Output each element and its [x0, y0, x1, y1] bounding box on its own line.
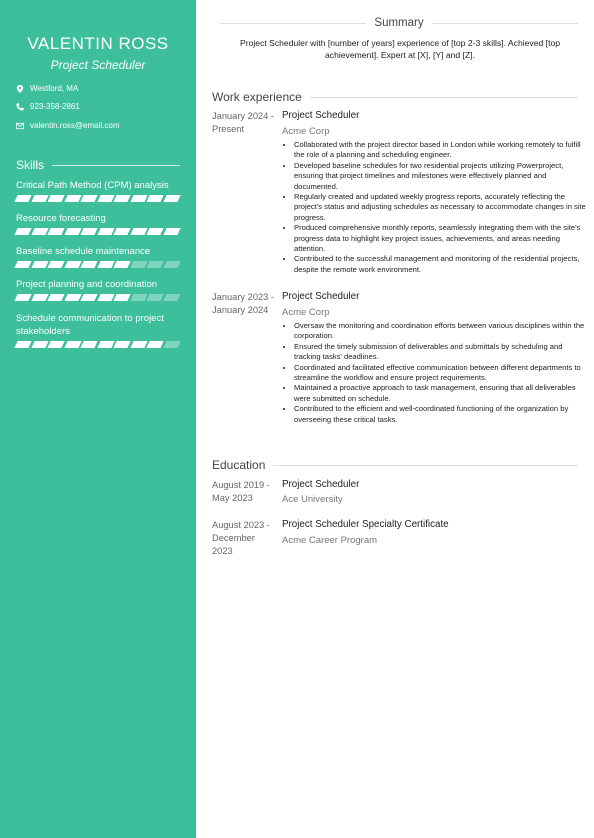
- skill-name: Project planning and coordination: [16, 279, 158, 290]
- skills-heading: [16, 158, 180, 172]
- skill-level-segment: [31, 261, 48, 268]
- email-link[interactable]: valentin.ross@email.com: [30, 121, 120, 130]
- skill-level-segment: [80, 228, 97, 235]
- skill-level-segment: [47, 294, 64, 301]
- skill-level-segment: [64, 261, 81, 268]
- skill-level-segment: [47, 341, 64, 348]
- skill-level-segment: [113, 294, 130, 301]
- skill-level-bar: [16, 261, 182, 268]
- job-company: Acme Corp: [282, 126, 330, 137]
- skill-level-segment: [113, 195, 130, 202]
- contact-email[interactable]: [16, 121, 119, 130]
- summary-heading-label: Summary: [374, 17, 424, 29]
- skill-level-segment: [64, 228, 81, 235]
- skill-name: Critical Path Method (CPM) analysis: [16, 180, 169, 191]
- skill-item: [16, 278, 182, 301]
- education-date: August 2023 - December 2023: [212, 520, 270, 556]
- job-bullet: • Produced comprehensive monthly reports, seamlessly integrating them with the site's progress data to highlight key project issues, achievements, and areas needing attention.: [294, 223, 590, 254]
- job-bullets: [282, 140, 590, 275]
- skill-level-segment: [163, 341, 180, 348]
- skill-item: [16, 212, 182, 235]
- skill-level-segment: [14, 195, 31, 202]
- education-heading-label: Education: [212, 458, 266, 472]
- skill-level-segment: [97, 294, 114, 301]
- skill-level-segment: [47, 228, 64, 235]
- skill-name: Resource forecasting: [16, 213, 106, 224]
- job-bullet: • Contributed to the successful management and monitoring of the residential projects, despite the remote work environment.: [294, 254, 590, 275]
- job-date: January 2023 - January 2024: [212, 292, 275, 315]
- experience-heading-rule: [310, 97, 578, 98]
- skill-level-segment: [163, 261, 180, 268]
- skill-level-segment: [146, 341, 163, 348]
- skill-level-segment: [113, 228, 130, 235]
- skill-item: [16, 179, 182, 202]
- job-bullet: • Contributed to the efficient and well-coordinated functioning of the organization by overseeing these critical tasks.: [294, 404, 590, 425]
- skill-level-segment: [80, 341, 97, 348]
- education-heading: [212, 458, 578, 472]
- education-heading-rule: [273, 465, 578, 466]
- location-pin-icon: [16, 85, 24, 93]
- skill-level-segment: [146, 261, 163, 268]
- job-bullet: • Regularly created and updated weekly progress reports, accurately reflecting the project's status and adjusting schedules as necessary to accommodate changes in site progress.: [294, 192, 590, 223]
- envelope-icon: [16, 122, 24, 130]
- education-date: August 2019 - May 2023: [212, 480, 270, 503]
- experience-heading-label: Work experience: [212, 90, 302, 104]
- skill-level-segment: [31, 294, 48, 301]
- skill-level-segment: [14, 228, 31, 235]
- location-text: Westford, MA: [30, 84, 79, 93]
- job-bullet: • Collaborated with the project director based in London while working remotely to fulfill the role of a planning and scheduling engineer.: [294, 140, 590, 161]
- skill-level-segment: [130, 261, 147, 268]
- skill-level-segment: [130, 341, 147, 348]
- skill-level-segment: [163, 228, 180, 235]
- skills-heading-label: Skills: [16, 158, 45, 172]
- skill-level-segment: [130, 294, 147, 301]
- skill-level-bar: [16, 228, 182, 235]
- skill-name: Baseline schedule maintenance: [16, 246, 151, 257]
- skill-name: Schedule communication to project stakeholders: [16, 313, 164, 337]
- skill-level-segment: [97, 228, 114, 235]
- candidate-name: VALENTIN ROSS: [27, 34, 169, 53]
- skill-level-segment: [80, 261, 97, 268]
- job-bullet: • Coordinated and facilitated effective communication between different departments to streamline the workflow and ensure project requirements.: [294, 363, 590, 384]
- job-bullet: • Developed baseline schedules for two residential projects utilizing Powerproject, ensuring that project timelines and milestones were effectively planned and documented.: [294, 161, 590, 192]
- phone-text: 923-358-2861: [30, 102, 80, 111]
- skill-level-segment: [64, 195, 81, 202]
- job-bullets: [282, 321, 590, 425]
- education-school: Ace University: [282, 494, 343, 505]
- skill-level-segment: [113, 261, 130, 268]
- skills-heading-rule: [52, 165, 180, 166]
- skill-level-segment: [146, 195, 163, 202]
- contact-location: [16, 84, 78, 93]
- skill-level-segment: [47, 261, 64, 268]
- skill-level-segment: [47, 195, 64, 202]
- skill-level-segment: [64, 341, 81, 348]
- skill-level-segment: [163, 294, 180, 301]
- skill-level-segment: [31, 341, 48, 348]
- job-bullet: • Maintained a proactive approach to task management, ensuring that all deliverables were submitted on schedule.: [294, 383, 590, 404]
- skill-level-segment: [31, 195, 48, 202]
- candidate-title: Project Scheduler: [50, 58, 146, 72]
- job-date: January 2024 - Present: [212, 111, 275, 134]
- skill-level-segment: [31, 228, 48, 235]
- summary-rule-left: [220, 23, 366, 24]
- job-bullet: • Ensured the timely submission of deliverables and submittals by scheduling and tracking tasks' deadlines.: [294, 342, 590, 363]
- experience-heading: [212, 90, 578, 104]
- sidebar: [0, 0, 196, 838]
- skill-level-segment: [146, 228, 163, 235]
- skill-level-segment: [113, 341, 130, 348]
- skill-item: [16, 245, 182, 268]
- skill-level-segment: [80, 195, 97, 202]
- skill-level-segment: [14, 294, 31, 301]
- summary-heading: [220, 17, 578, 29]
- summary-text: Project Scheduler with [number of years] experience of [top 2-3 skills]. Achieved [top achievement]. Expert at [X], [Y] and [Z].: [239, 38, 561, 60]
- skill-level-segment: [14, 341, 31, 348]
- skill-level-segment: [97, 341, 114, 348]
- skill-level-segment: [80, 294, 97, 301]
- skill-level-bar: [16, 341, 182, 348]
- phone-icon: [16, 103, 24, 111]
- job-title: Project Scheduler: [282, 110, 360, 121]
- skill-level-segment: [97, 261, 114, 268]
- skill-level-segment: [130, 195, 147, 202]
- skill-level-segment: [130, 228, 147, 235]
- summary-rule-right: [432, 23, 578, 24]
- education-school: Acme Career Program: [282, 535, 378, 546]
- job-company: Acme Corp: [282, 307, 330, 318]
- skill-level-segment: [14, 261, 31, 268]
- skill-level-bar: [16, 195, 182, 202]
- skill-level-segment: [97, 195, 114, 202]
- contact-phone: [16, 102, 80, 111]
- job-title: Project Scheduler: [282, 291, 360, 302]
- skill-level-segment: [64, 294, 81, 301]
- job-bullet: • Oversaw the monitoring and coordination efforts between various disciplines within the corporation.: [294, 321, 590, 342]
- skill-item: [16, 312, 182, 348]
- skill-level-segment: [163, 195, 180, 202]
- skill-level-segment: [146, 294, 163, 301]
- education-title: Project Scheduler: [282, 479, 360, 490]
- education-title: Project Scheduler Specialty Certificate: [282, 519, 449, 530]
- skill-level-bar: [16, 294, 182, 301]
